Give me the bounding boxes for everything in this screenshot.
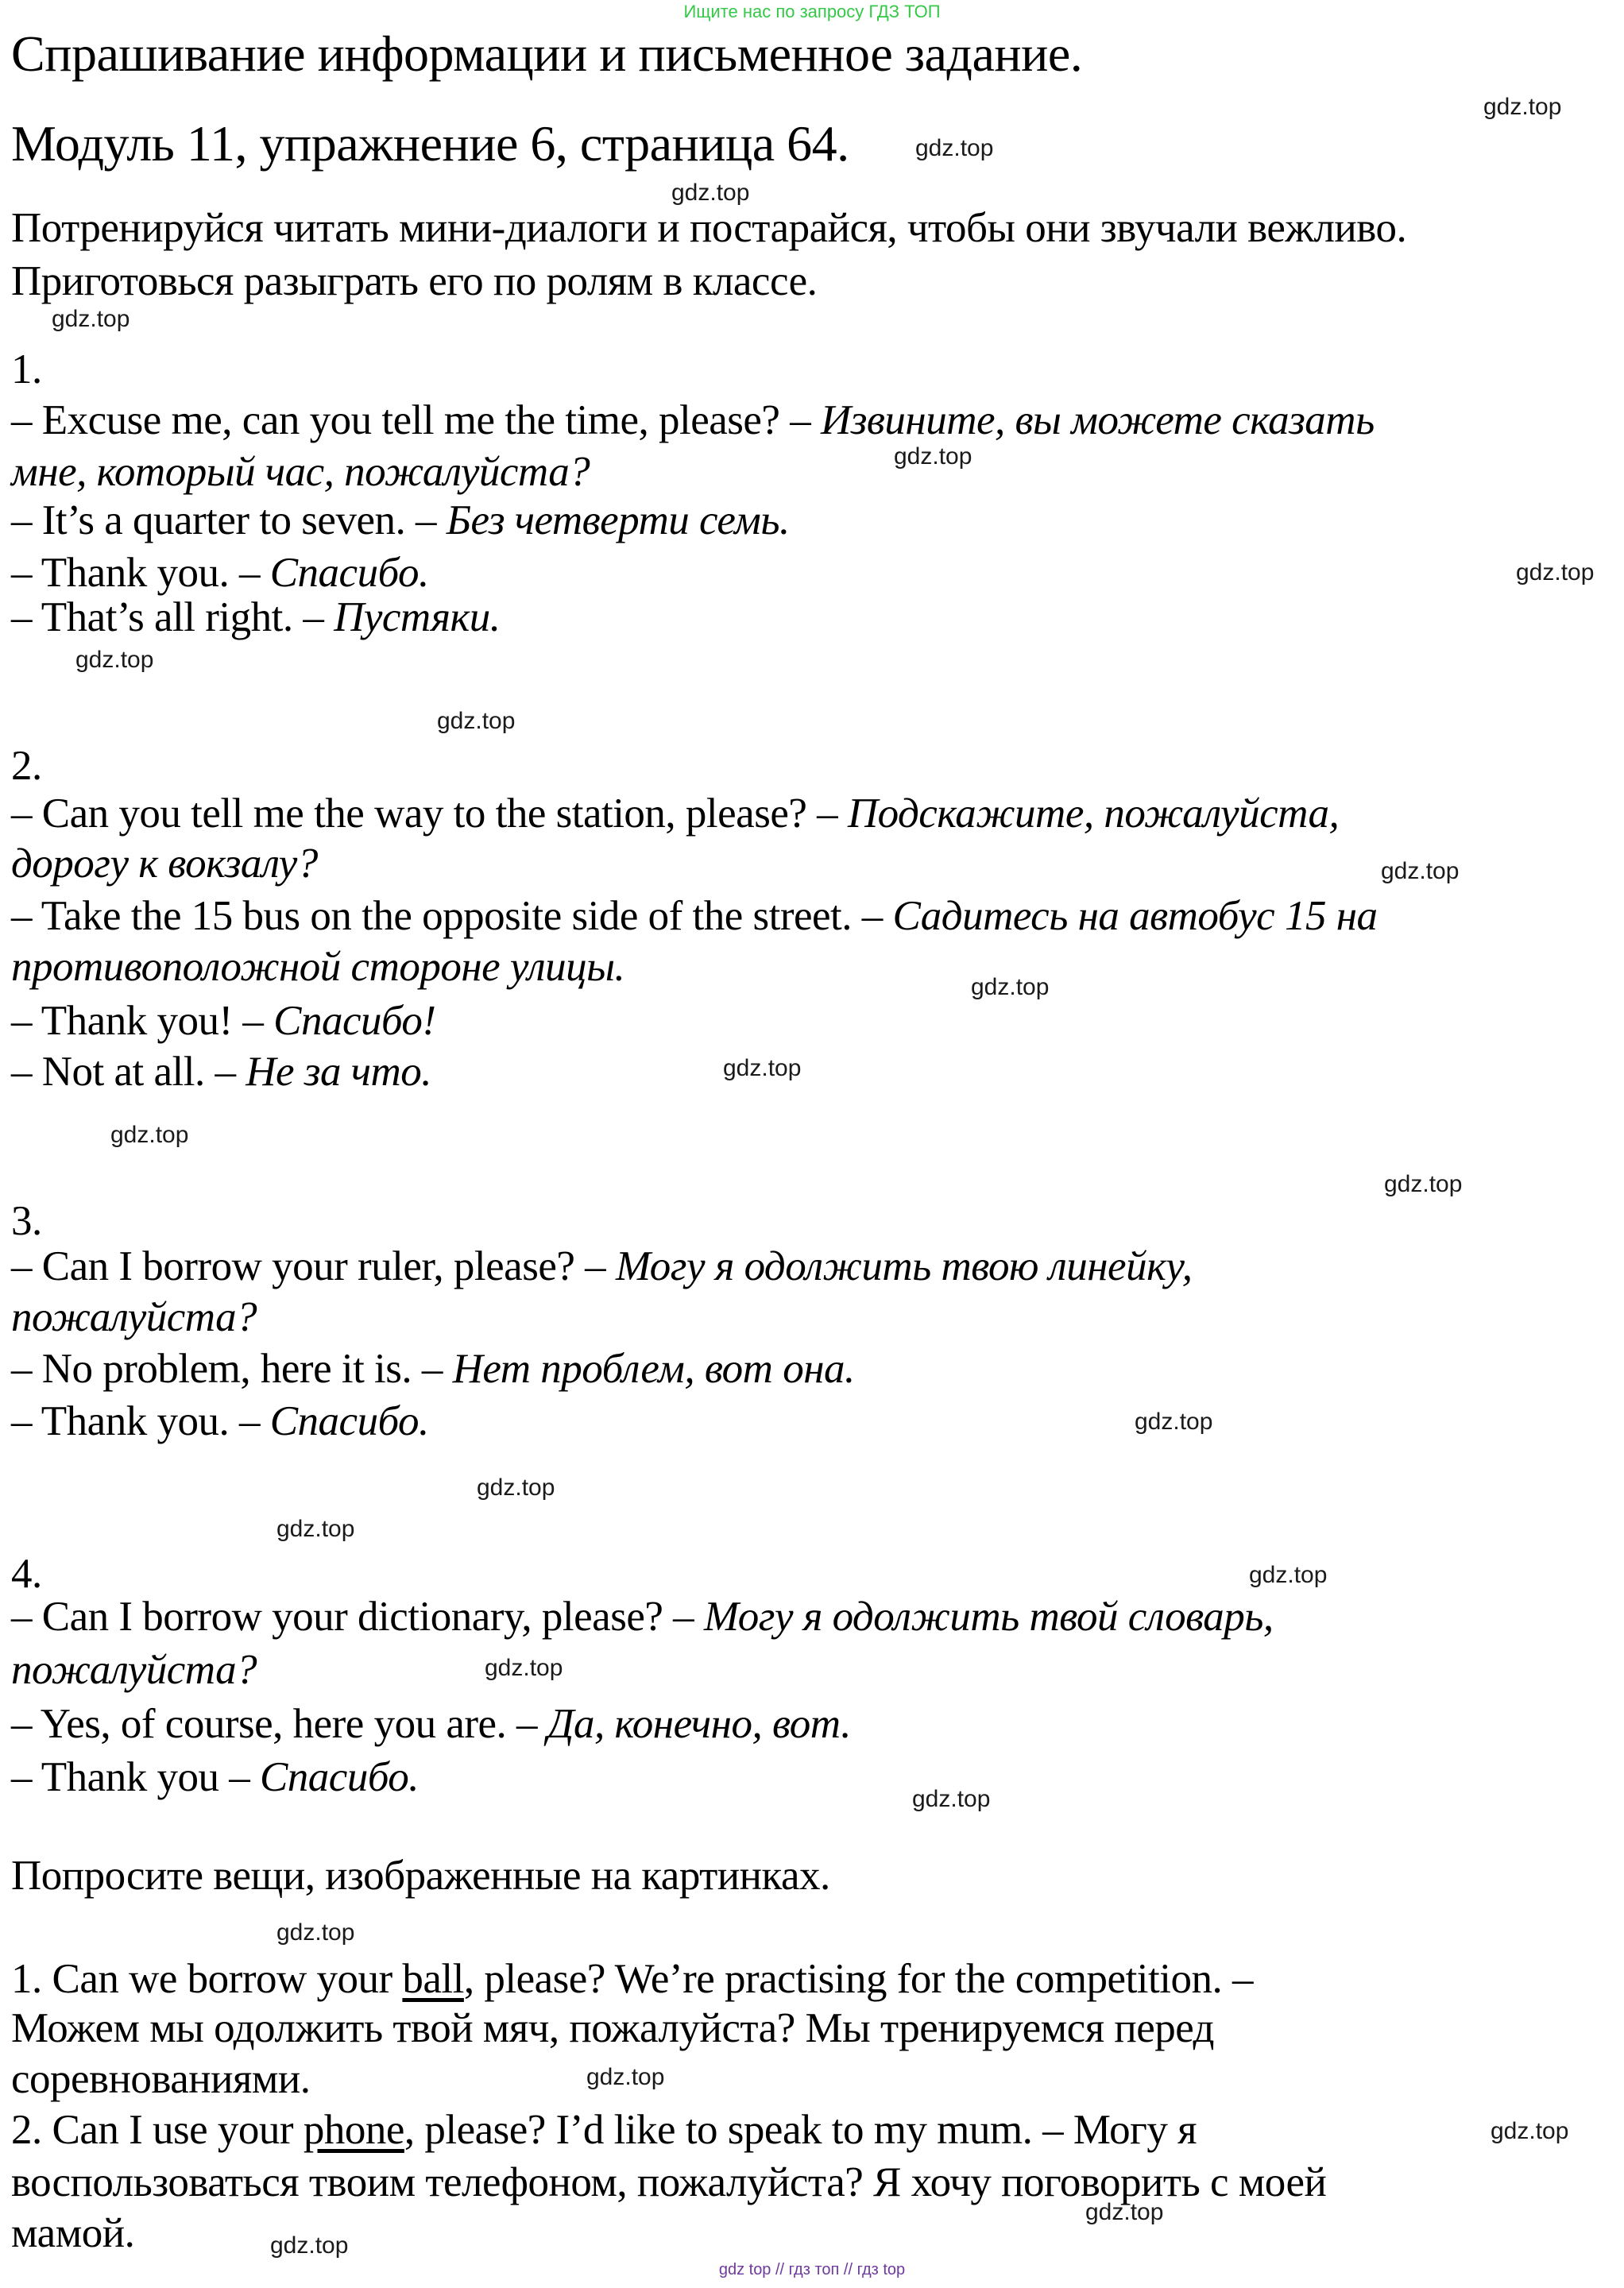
text-segment: – It’s a quarter to seven. –: [11, 497, 447, 543]
watermark-gdz-top: gdz.top: [1384, 1171, 1463, 1197]
watermark-gdz-top: gdz.top: [276, 1919, 355, 1946]
text-segment: Без четверти семь.: [446, 497, 790, 543]
task-2-item-2-line-1: [11, 2107, 1197, 2153]
page-title: [11, 26, 1082, 82]
text-segment: Подскажите, пожалуйста,: [847, 790, 1340, 837]
watermark-gdz-top: gdz.top: [276, 1516, 355, 1542]
dialog-1-line-4: [11, 550, 429, 596]
text-segment: – Not at all. –: [11, 1049, 246, 1095]
promo-banner: Ищите нас по запросу ГДЗ ТОП: [683, 2, 941, 21]
dialog-4-line-1: [11, 1594, 1274, 1640]
watermark-gdz-top: gdz.top: [270, 2232, 349, 2259]
text-segment: – Can I borrow your dictionary, please? –: [11, 1594, 704, 1640]
text-segment: Спасибо!: [273, 998, 436, 1044]
watermark-gdz-top: gdz.top: [1249, 1562, 1328, 1588]
text-segment: – Thank you! –: [11, 998, 274, 1044]
footer-banner: gdz top // гдз топ // гдз top: [718, 2261, 906, 2278]
watermark-gdz-top: gdz.top: [671, 180, 750, 206]
task-2-intro: [11, 1853, 830, 1899]
text-segment: phone: [303, 2107, 404, 2153]
text-segment: Могу я одолжить твой словарь,: [703, 1594, 1274, 1640]
text-segment: 3.: [11, 1198, 42, 1244]
text-segment: – Excuse me, can you tell me the time, please? –: [11, 397, 821, 443]
text-segment: , please? I’d like to speak to my mum. – Могу я: [404, 2107, 1197, 2153]
text-segment: соревнованиями.: [11, 2056, 311, 2102]
dialog-2-line-6: [11, 1049, 431, 1095]
dialog-3-number: [11, 1198, 42, 1244]
watermark-gdz-top: gdz.top: [485, 1655, 563, 1681]
text-segment: Да, конечно, вот.: [547, 1701, 851, 1747]
dialog-1-number: [11, 346, 42, 392]
text-segment: противоположной стороне улицы.: [11, 944, 625, 990]
text-segment: Не за что.: [246, 1049, 432, 1095]
task-intro-line-1: [11, 205, 1406, 251]
text-segment: Спасибо.: [269, 550, 429, 596]
watermark-gdz-top: gdz.top: [915, 135, 994, 161]
dialog-1-line-1: [11, 397, 1375, 443]
dialog-1-line-3: [11, 497, 790, 543]
watermark-gdz-top: gdz.top: [477, 1474, 555, 1501]
text-segment: Спасибо.: [259, 1754, 420, 1800]
text-segment: Попросите вещи, изображенные на картинках.: [11, 1853, 830, 1899]
text-segment: – Thank you. –: [11, 1398, 270, 1444]
text-segment: воспользоваться твоим телефоном, пожалуйста? Я хочу поговорить с моей: [11, 2159, 1327, 2205]
text-segment: 1. Can we borrow your: [11, 1956, 403, 2002]
watermark-gdz-top: gdz.top: [586, 2064, 665, 2090]
text-segment: Нет проблем, вот она.: [452, 1346, 855, 1392]
watermark-gdz-top: gdz.top: [110, 1122, 189, 1148]
dialog-3-line-1: [11, 1243, 1193, 1289]
text-segment: дорогу к вокзалу?: [11, 841, 318, 887]
text-segment: Можем мы одолжить твой мяч, пожалуйста? Мы тренируемся перед: [11, 2005, 1215, 2051]
watermark-gdz-top: gdz.top: [912, 1786, 991, 1812]
watermark-gdz-top: gdz.top: [1381, 858, 1460, 884]
text-segment: Приготовься разыграть его по ролям в классе.: [11, 258, 818, 304]
task-2-item-1-line-1: [11, 1956, 1253, 2002]
task-2-item-2-line-3: [11, 2210, 134, 2256]
dialog-4-line-2: [11, 1647, 257, 1693]
watermark-gdz-top: gdz.top: [1483, 94, 1562, 120]
text-segment: Спасибо.: [269, 1398, 429, 1444]
dialog-2-line-2: [11, 841, 318, 887]
text-segment: Садитесь на автобус 15 на: [892, 893, 1378, 939]
text-segment: пожалуйста?: [11, 1647, 257, 1693]
text-segment: , please? We’re practising for the competition. –: [463, 1956, 1253, 2002]
dialog-3-line-2: [11, 1294, 257, 1340]
text-segment: – That’s all right. –: [11, 594, 334, 640]
text-segment: Пустяки.: [334, 594, 501, 640]
task-2-item-1-line-3: [11, 2056, 311, 2102]
watermark-gdz-top: gdz.top: [437, 708, 516, 734]
text-segment: Спрашивание информации и письменное задание.: [11, 25, 1083, 82]
watermark-gdz-top: gdz.top: [1516, 559, 1595, 586]
watermark-gdz-top: gdz.top: [971, 974, 1050, 1000]
text-segment: Модуль 11, упражнение 6, страница 64.: [11, 115, 849, 172]
text-segment: 4.: [11, 1551, 42, 1597]
text-segment: Извините, вы можете сказать: [820, 397, 1375, 443]
dialog-2-line-5: [11, 998, 436, 1044]
watermark-gdz-top: gdz.top: [894, 443, 972, 470]
watermark-gdz-top: gdz.top: [75, 647, 154, 673]
text-segment: мамой.: [11, 2210, 135, 2256]
text-segment: мне, который час, пожалуйста?: [11, 449, 590, 495]
text-segment: – Thank you –: [11, 1754, 260, 1800]
watermark-gdz-top: gdz.top: [723, 1055, 802, 1081]
dialog-4-line-3: [11, 1701, 851, 1747]
text-segment: 1.: [11, 346, 42, 392]
text-segment: 2.: [11, 743, 42, 789]
text-segment: ball: [402, 1956, 464, 2002]
dialog-2-line-3: [11, 893, 1378, 939]
text-segment: – Can you tell me the way to the station, please? –: [11, 790, 848, 837]
text-segment: – Can I borrow your ruler, please? –: [11, 1243, 616, 1289]
dialog-2-line-4: [11, 944, 624, 990]
text-segment: – Yes, of course, here you are. –: [11, 1701, 547, 1747]
dialog-1-line-5: [11, 594, 501, 640]
text-segment: пожалуйста?: [11, 1294, 257, 1340]
task-2-item-1-line-2: [11, 2005, 1214, 2051]
dialog-2-line-1: [11, 790, 1339, 837]
text-segment: Потренируйся читать мини-диалоги и постарайся, чтобы они звучали вежливо.: [11, 205, 1407, 251]
watermark-gdz-top: gdz.top: [1491, 2118, 1569, 2144]
text-segment: – Take the 15 bus on the opposite side of the street. –: [11, 893, 893, 939]
dialog-3-line-4: [11, 1398, 429, 1444]
dialog-4-line-4: [11, 1754, 419, 1800]
watermark-gdz-top: gdz.top: [1135, 1409, 1213, 1435]
dialog-3-line-3: [11, 1346, 855, 1392]
page-subtitle: [11, 116, 849, 172]
dialog-2-number: [11, 743, 42, 789]
text-segment: Могу я одолжить твою линейку,: [615, 1243, 1193, 1289]
text-segment: 2. Can I use your: [11, 2107, 304, 2153]
watermark-gdz-top: gdz.top: [52, 306, 130, 332]
text-segment: – Thank you. –: [11, 550, 270, 596]
dialog-4-number: [11, 1551, 42, 1597]
task-intro-line-2: [11, 258, 817, 304]
text-segment: – No problem, here it is. –: [11, 1346, 453, 1392]
watermark-gdz-top: gdz.top: [1085, 2199, 1164, 2225]
dialog-1-line-2: [11, 449, 590, 495]
